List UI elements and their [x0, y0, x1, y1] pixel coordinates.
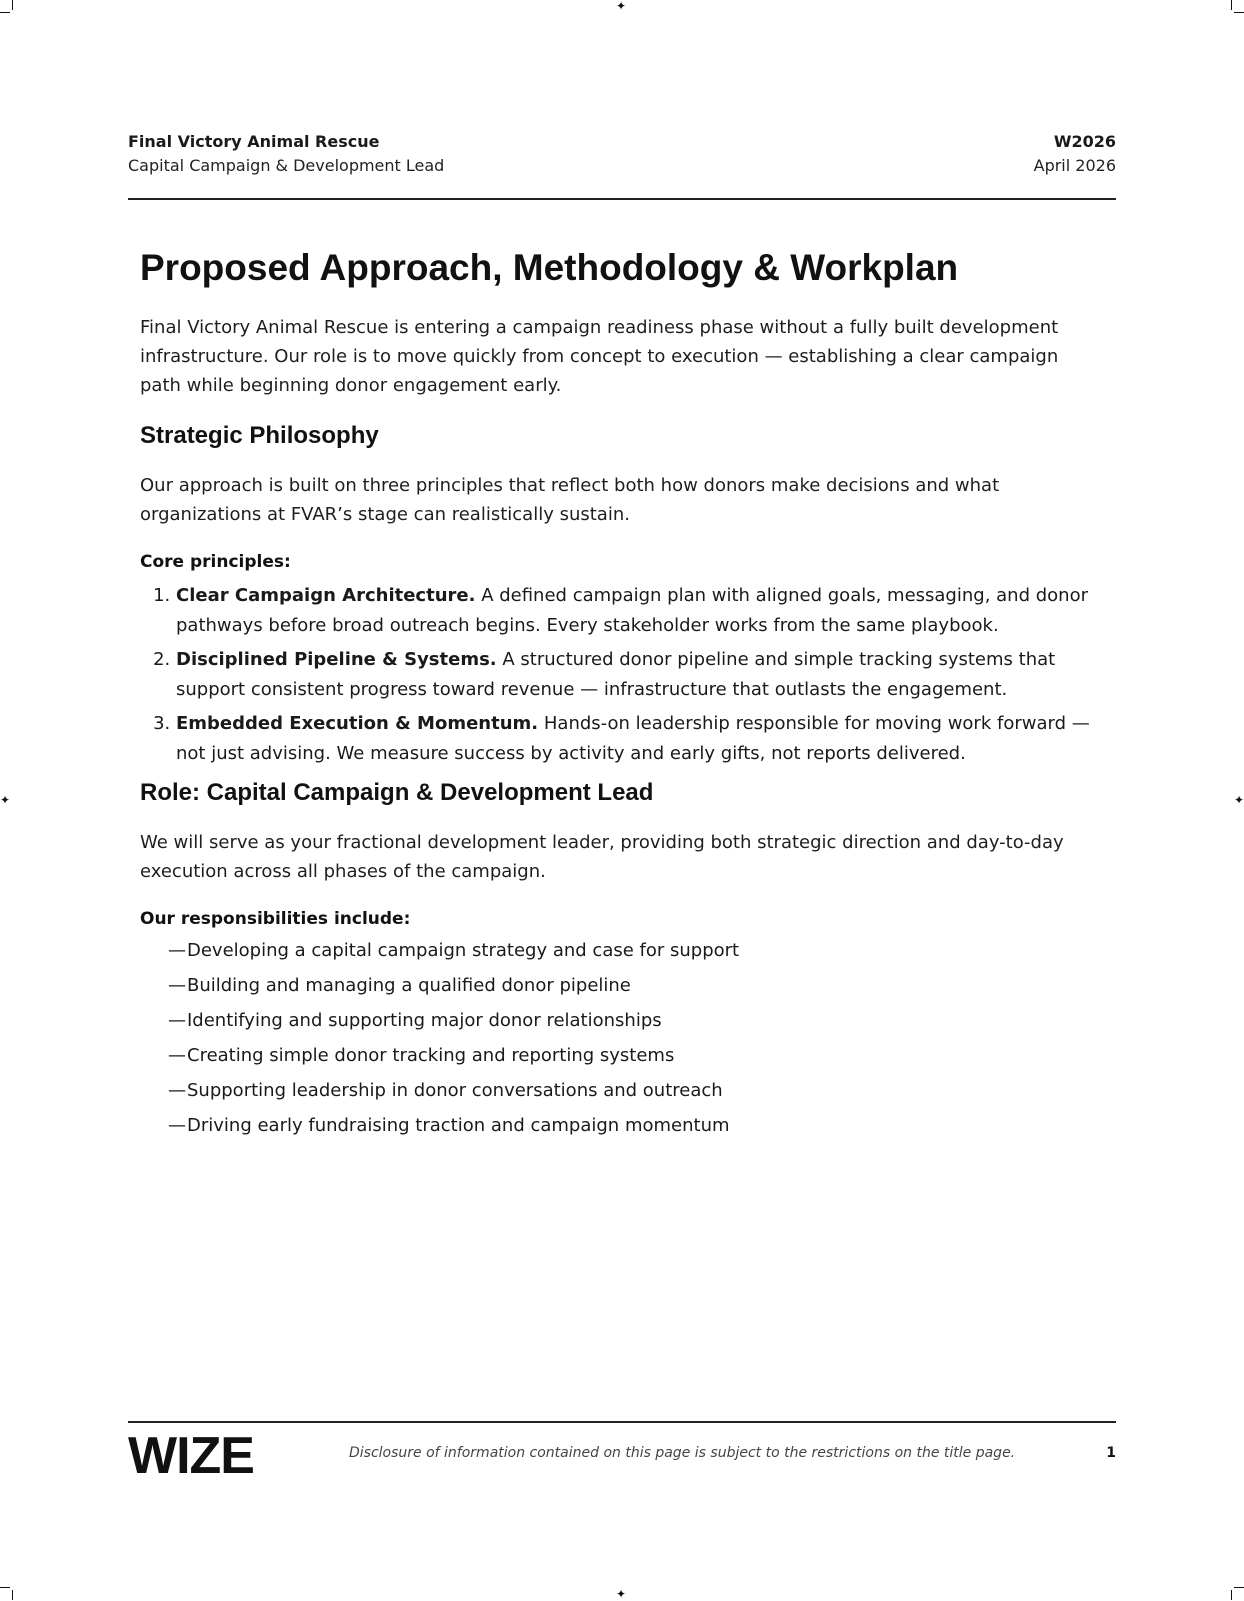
section-heading-philosophy: Strategic Philosophy	[140, 422, 379, 449]
page-number: 1	[1106, 1445, 1116, 1461]
principle-text: A defined campaign plan with aligned goals, messaging, and donor pathways before broad outreach begins. Every stakeholder works from the same playbook.	[176, 585, 1088, 636]
crop-mark-top-left	[0, 12, 10, 13]
principles-label: Core principles:	[140, 552, 291, 572]
dash-bullet: —	[168, 1080, 186, 1101]
registration-mark-icon: ✦	[0, 793, 11, 807]
wize-logo: WIZE	[128, 1427, 254, 1485]
registration-mark-icon: ✦	[616, 0, 627, 13]
principle-text: Hands-on leadership responsible for moving work forward — not just advising. We measure success by activity and early gifts, not reports delivered.	[176, 713, 1090, 764]
responsibility-text: Supporting leadership in donor conversations and outreach	[187, 1080, 723, 1101]
responsibility-text: Creating simple donor tracking and reporting systems	[187, 1045, 675, 1066]
dash-bullet: —	[168, 1115, 186, 1136]
page-title: Proposed Approach, Methodology & Workplan	[140, 247, 959, 288]
header-right	[1034, 130, 1116, 178]
responsibilities-label: Our responsibilities include:	[140, 909, 411, 929]
intro-paragraph: Final Victory Animal Rescue is entering a campaign readiness phase without a fully built development infrastructure. Our role is to move quickly from concept to execution — establishing a clear campaign path while beginning donor engagement early.	[140, 317, 1059, 396]
section-heading-role: Role: Capital Campaign & Development Lead	[140, 779, 654, 806]
document-date: April 2026	[1033, 156, 1116, 175]
document-code: W2026	[1053, 132, 1116, 151]
responsibility-text: Developing a capital campaign strategy and case for support	[187, 940, 740, 961]
header-left	[128, 130, 444, 178]
responsibility-text: Building and managing a qualified donor pipeline	[187, 975, 631, 996]
principles-list	[140, 581, 1100, 769]
dash-bullet: —	[168, 1010, 186, 1031]
principle-title: Clear Campaign Architecture.	[176, 585, 476, 606]
list-item	[168, 1113, 1100, 1138]
list-item	[176, 709, 1100, 769]
responsibility-text: Driving early fundraising traction and campaign momentum	[187, 1115, 730, 1136]
list-item	[176, 581, 1100, 641]
crop-mark-top-right	[1231, 0, 1232, 10]
dash-bullet: —	[168, 940, 186, 961]
responsibilities-list	[140, 938, 1100, 1138]
list-item	[168, 938, 1100, 963]
principle-title: Disciplined Pipeline & Systems.	[176, 649, 497, 670]
list-item	[168, 1008, 1100, 1033]
crop-mark-bottom-right	[1231, 1590, 1232, 1600]
registration-mark-icon: ✦	[616, 1587, 627, 1601]
principle-text: A structured donor pipeline and simple tracking systems that support consistent progress toward revenue — infrastructure that outlasts the engagement.	[176, 649, 1056, 700]
header-divider	[128, 198, 1116, 200]
role-subtitle: Capital Campaign & Development Lead	[128, 156, 445, 175]
footer-disclaimer: Disclosure of information contained on this page is subject to the restrictions on the title page.	[349, 1445, 1016, 1461]
crop-mark-top-right	[1234, 12, 1244, 13]
footer-divider	[128, 1421, 1116, 1423]
main-content	[140, 240, 1100, 1148]
crop-mark-bottom-left	[12, 1590, 13, 1600]
organization-name: Final Victory Animal Rescue	[128, 132, 380, 151]
responsibility-text: Identifying and supporting major donor relationships	[187, 1010, 662, 1031]
philosophy-paragraph: Our approach is built on three principles that reflect both how donors make decisions and what organizations at FVAR’s stage can realistically sustain.	[140, 475, 1000, 525]
list-item	[168, 973, 1100, 998]
list-item	[168, 1078, 1100, 1103]
dash-bullet: —	[168, 975, 186, 996]
list-item	[168, 1043, 1100, 1068]
role-paragraph: We will serve as your fractional development leader, providing both strategic direction and day-to-day execution across all phases of the campaign.	[140, 832, 1064, 882]
crop-mark-bottom-right	[1234, 1587, 1244, 1588]
crop-mark-top-left	[12, 0, 13, 10]
crop-mark-bottom-left	[0, 1587, 10, 1588]
list-item	[176, 645, 1100, 705]
dash-bullet: —	[168, 1045, 186, 1066]
principle-title: Embedded Execution & Momentum.	[176, 713, 539, 734]
registration-mark-icon: ✦	[1233, 793, 1244, 807]
